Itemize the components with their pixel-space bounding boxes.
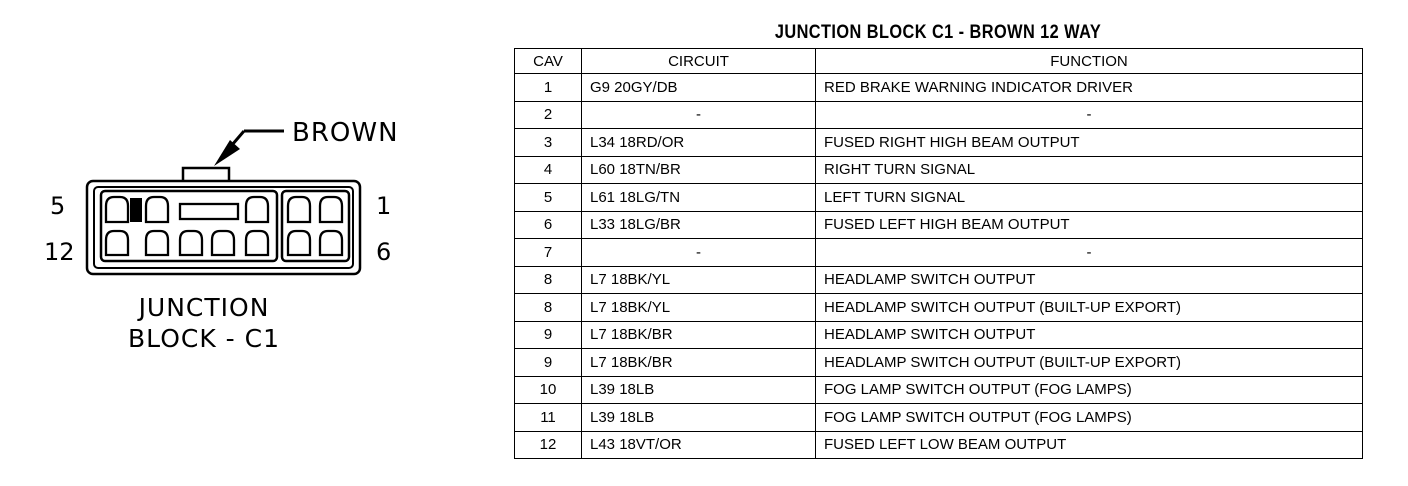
cav-cell: 8 <box>515 266 582 294</box>
cav-cell: 3 <box>515 129 582 157</box>
function-cell: FUSED LEFT HIGH BEAM OUTPUT <box>816 211 1363 239</box>
function-cell: LEFT TURN SIGNAL <box>816 184 1363 212</box>
circuit-cell: - <box>582 239 816 267</box>
function-cell: FUSED RIGHT HIGH BEAM OUTPUT <box>816 129 1363 157</box>
table-body <box>515 74 1363 459</box>
cav-cell: 7 <box>515 239 582 267</box>
circuit-cell: L39 18LB <box>582 404 816 432</box>
function-cell: - <box>816 239 1363 267</box>
pin-label-bottom-left: 12 <box>44 238 75 266</box>
table-row <box>515 74 1363 102</box>
table-row <box>515 431 1363 459</box>
cav-cell: 4 <box>515 156 582 184</box>
connector-name <box>128 292 280 354</box>
circuit-cell: L7 18BK/YL <box>582 294 816 322</box>
header-cav: CAV <box>515 49 582 74</box>
function-cell: HEADLAMP SWITCH OUTPUT (BUILT-UP EXPORT) <box>816 349 1363 377</box>
table-row <box>515 404 1363 432</box>
header-circuit: CIRCUIT <box>582 49 816 74</box>
table-row <box>515 376 1363 404</box>
cav-cell: 1 <box>515 74 582 102</box>
table-title: JUNCTION BLOCK C1 - BROWN 12 WAY <box>774 22 1102 43</box>
cav-cell: 5 <box>515 184 582 212</box>
connector-name-line1: JUNCTION <box>138 293 270 322</box>
function-cell: HEADLAMP SWITCH OUTPUT <box>816 321 1363 349</box>
function-cell: RED BRAKE WARNING INDICATOR DRIVER <box>816 74 1363 102</box>
function-cell: RIGHT TURN SIGNAL <box>816 156 1363 184</box>
function-cell: FUSED LEFT LOW BEAM OUTPUT <box>816 431 1363 459</box>
table-row <box>515 211 1363 239</box>
table-row <box>515 266 1363 294</box>
function-cell: HEADLAMP SWITCH OUTPUT <box>816 266 1363 294</box>
table-row <box>515 294 1363 322</box>
circuit-cell: L43 18VT/OR <box>582 431 816 459</box>
table-row <box>515 349 1363 377</box>
circuit-cell: L7 18BK/BR <box>582 349 816 377</box>
table-row <box>515 129 1363 157</box>
table-row <box>515 321 1363 349</box>
cav-cell: 9 <box>515 349 582 377</box>
circuit-cell: G9 20GY/DB <box>582 74 816 102</box>
circuit-cell: L33 18LG/BR <box>582 211 816 239</box>
circuit-cell: L7 18BK/YL <box>582 266 816 294</box>
function-cell: FOG LAMP SWITCH OUTPUT (FOG LAMPS) <box>816 376 1363 404</box>
cav-cell: 2 <box>515 101 582 129</box>
brown-leader-arrow <box>214 131 284 166</box>
function-cell: FOG LAMP SWITCH OUTPUT (FOG LAMPS) <box>816 404 1363 432</box>
circuit-cell: L7 18BK/BR <box>582 321 816 349</box>
function-cell: HEADLAMP SWITCH OUTPUT (BUILT-UP EXPORT) <box>816 294 1363 322</box>
circuit-cell: L34 18RD/OR <box>582 129 816 157</box>
cav-cell: 11 <box>515 404 582 432</box>
connector-name-line2: BLOCK - C1 <box>128 324 280 353</box>
table-header-row <box>515 49 1363 74</box>
cav-cell: 6 <box>515 211 582 239</box>
function-cell: - <box>816 101 1363 129</box>
table-row <box>515 156 1363 184</box>
circuit-cell: L61 18LG/TN <box>582 184 816 212</box>
circuit-cell: L39 18LB <box>582 376 816 404</box>
cav-cell: 12 <box>515 431 582 459</box>
table-row <box>515 101 1363 129</box>
pin-label-top-left: 5 <box>50 192 66 220</box>
pinout-table <box>514 48 1363 459</box>
table-row <box>515 239 1363 267</box>
cav-cell: 10 <box>515 376 582 404</box>
pin-label-bottom-right: 6 <box>376 238 392 266</box>
table-row <box>515 184 1363 212</box>
header-function: FUNCTION <box>816 49 1363 74</box>
pin-label-top-right: 1 <box>376 192 392 220</box>
circuit-cell: L60 18TN/BR <box>582 156 816 184</box>
circuit-cell: - <box>582 101 816 129</box>
polarizing-key <box>130 198 142 222</box>
cav-cell: 9 <box>515 321 582 349</box>
cav-cell: 8 <box>515 294 582 322</box>
connector-diagram <box>0 0 480 486</box>
connector-color-label: BROWN <box>292 118 399 148</box>
